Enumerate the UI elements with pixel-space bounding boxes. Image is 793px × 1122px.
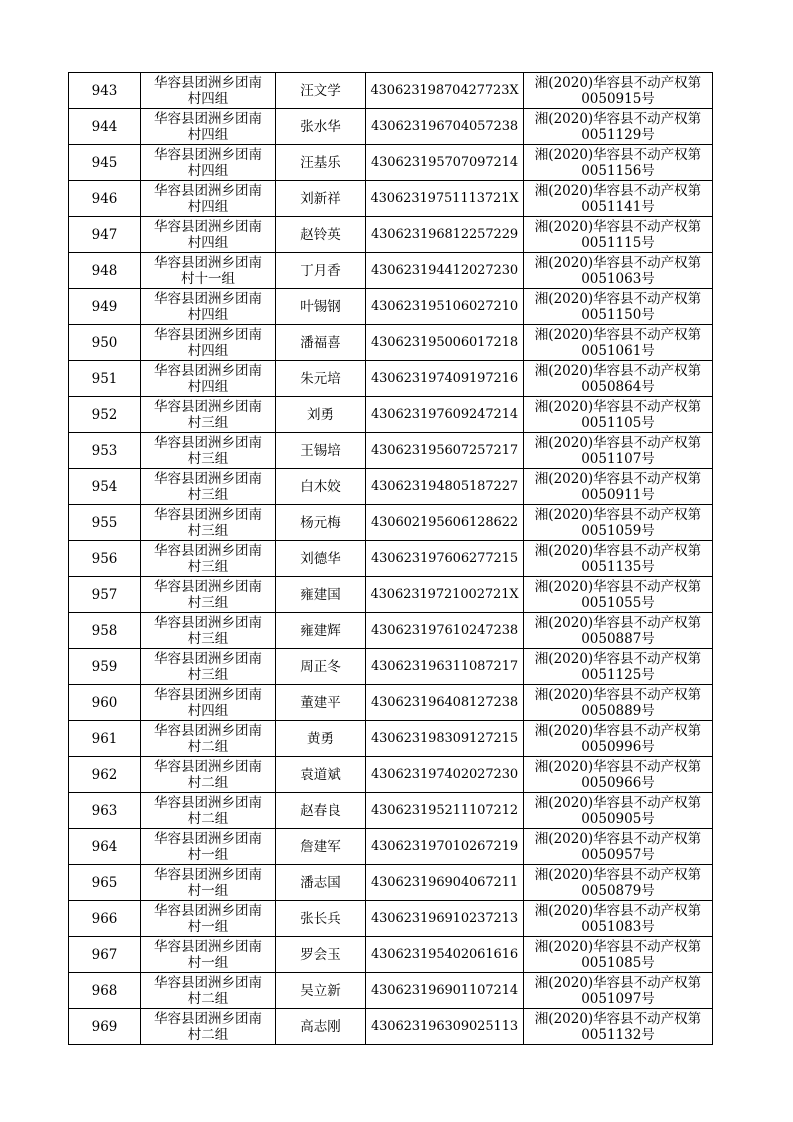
- address-line-2: 村一组: [187, 882, 229, 899]
- certificate-line-2: 0051150号: [581, 306, 655, 323]
- address-line-2: 村十一组: [181, 270, 235, 287]
- certificate-cell: [524, 109, 713, 145]
- row-number: 953: [69, 433, 141, 469]
- address-cell: [141, 145, 276, 181]
- certificate-cell: [524, 901, 713, 937]
- certificate-line-1: 湘(2020)华容县不动产权第: [534, 398, 702, 415]
- id-number: 430623197409197216: [366, 361, 524, 397]
- certificate-line-2: 0051132号: [581, 1026, 655, 1043]
- certificate-line-1: 湘(2020)华容县不动产权第: [534, 974, 702, 991]
- row-number: 961: [69, 721, 141, 757]
- row-number: 943: [69, 73, 141, 109]
- address-line-1: 华容县团洲乡团南: [154, 506, 262, 523]
- certificate-cell: [524, 793, 713, 829]
- id-number: 430623196408127238: [366, 685, 524, 721]
- address-cell: [141, 829, 276, 865]
- id-number: 430623196812257229: [366, 217, 524, 253]
- address-line-2: 村四组: [187, 306, 229, 323]
- row-number: 946: [69, 181, 141, 217]
- id-number: 430623195607257217: [366, 433, 524, 469]
- address-line-2: 村三组: [187, 486, 229, 503]
- address-cell: [141, 793, 276, 829]
- address-cell: [141, 397, 276, 433]
- certificate-cell: [524, 577, 713, 613]
- certificate-cell: [524, 289, 713, 325]
- owner-name: 白木姣: [276, 469, 366, 505]
- table-row: [69, 901, 713, 937]
- owner-name: 刘勇: [276, 397, 366, 433]
- address-line-2: 村三组: [187, 630, 229, 647]
- address-line-1: 华容县团洲乡团南: [154, 218, 262, 235]
- certificate-line-2: 0051156号: [581, 162, 655, 179]
- table-row: [69, 613, 713, 649]
- table-body: [69, 73, 713, 1045]
- address-line-2: 村四组: [187, 234, 229, 251]
- address-cell: [141, 289, 276, 325]
- certificate-line-2: 0050966号: [581, 774, 655, 791]
- owner-name: 黄勇: [276, 721, 366, 757]
- table-row: [69, 829, 713, 865]
- table-row: [69, 541, 713, 577]
- address-line-1: 华容县团洲乡团南: [154, 758, 262, 775]
- row-number: 965: [69, 865, 141, 901]
- table-row: [69, 505, 713, 541]
- id-number: 430623197610247238: [366, 613, 524, 649]
- address-line-2: 村二组: [187, 990, 229, 1007]
- address-line-2: 村二组: [187, 774, 229, 791]
- table-row: [69, 721, 713, 757]
- certificate-line-1: 湘(2020)华容县不动产权第: [534, 182, 702, 199]
- owner-name: 丁月香: [276, 253, 366, 289]
- owner-name: 王锡培: [276, 433, 366, 469]
- owner-name: 刘新祥: [276, 181, 366, 217]
- certificate-line-1: 湘(2020)华容县不动产权第: [534, 290, 702, 307]
- owner-name: 袁道斌: [276, 757, 366, 793]
- certificate-line-2: 0051063号: [581, 270, 655, 287]
- row-number: 960: [69, 685, 141, 721]
- owner-name: 罗会玉: [276, 937, 366, 973]
- id-number: 430623197010267219: [366, 829, 524, 865]
- address-line-1: 华容县团洲乡团南: [154, 1010, 262, 1027]
- owner-name: 周正冬: [276, 649, 366, 685]
- certificate-line-2: 0050915号: [581, 90, 655, 107]
- certificate-cell: [524, 829, 713, 865]
- table-row: [69, 937, 713, 973]
- certificate-line-2: 0051105号: [581, 414, 655, 431]
- id-number: 430623196901107214: [366, 973, 524, 1009]
- address-line-1: 华容县团洲乡团南: [154, 326, 262, 343]
- certificate-line-1: 湘(2020)华容县不动产权第: [534, 902, 702, 919]
- certificate-cell: [524, 73, 713, 109]
- certificate-line-1: 湘(2020)华容县不动产权第: [534, 614, 702, 631]
- row-number: 964: [69, 829, 141, 865]
- certificate-cell: [524, 937, 713, 973]
- owner-name: 吴立新: [276, 973, 366, 1009]
- certificate-line-2: 0050905号: [581, 810, 655, 827]
- id-number: 430623195707097214: [366, 145, 524, 181]
- row-number: 951: [69, 361, 141, 397]
- id-number: 43062319751113721X: [366, 181, 524, 217]
- address-cell: [141, 109, 276, 145]
- address-line-2: 村一组: [187, 918, 229, 935]
- table-row: [69, 217, 713, 253]
- row-number: 962: [69, 757, 141, 793]
- address-line-1: 华容县团洲乡团南: [154, 974, 262, 991]
- address-line-2: 村四组: [187, 702, 229, 719]
- certificate-line-1: 湘(2020)华容县不动产权第: [534, 758, 702, 775]
- address-line-1: 华容县团洲乡团南: [154, 110, 262, 127]
- owner-name: 赵春良: [276, 793, 366, 829]
- address-line-1: 华容县团洲乡团南: [154, 182, 262, 199]
- table-row: [69, 433, 713, 469]
- address-line-1: 华容县团洲乡团南: [154, 74, 262, 91]
- id-number: 430623194805187227: [366, 469, 524, 505]
- row-number: 969: [69, 1009, 141, 1045]
- certificate-line-2: 0050864号: [581, 378, 655, 395]
- id-number: 430623196704057238: [366, 109, 524, 145]
- table-row: [69, 289, 713, 325]
- address-line-1: 华容县团洲乡团南: [154, 938, 262, 955]
- address-cell: [141, 361, 276, 397]
- certificate-line-2: 0051141号: [581, 198, 655, 215]
- certificate-cell: [524, 541, 713, 577]
- address-line-2: 村二组: [187, 810, 229, 827]
- address-line-1: 华容县团洲乡团南: [154, 434, 262, 451]
- id-number: 430623197606277215: [366, 541, 524, 577]
- certificate-cell: [524, 865, 713, 901]
- row-number: 963: [69, 793, 141, 829]
- owner-name: 董建平: [276, 685, 366, 721]
- certificate-cell: [524, 505, 713, 541]
- row-number: 948: [69, 253, 141, 289]
- address-cell: [141, 649, 276, 685]
- table-row: [69, 793, 713, 829]
- certificate-cell: [524, 613, 713, 649]
- address-cell: [141, 721, 276, 757]
- id-number: 430623197402027230: [366, 757, 524, 793]
- address-cell: [141, 1009, 276, 1045]
- row-number: 967: [69, 937, 141, 973]
- address-line-1: 华容县团洲乡团南: [154, 614, 262, 631]
- table-row: [69, 325, 713, 361]
- id-number: 430623195211107212: [366, 793, 524, 829]
- owner-name: 张长兵: [276, 901, 366, 937]
- certificate-line-2: 0051125号: [581, 666, 655, 683]
- id-number: 430623194412027230: [366, 253, 524, 289]
- row-number: 944: [69, 109, 141, 145]
- address-line-2: 村三组: [187, 666, 229, 683]
- address-cell: [141, 865, 276, 901]
- table-row: [69, 649, 713, 685]
- address-cell: [141, 901, 276, 937]
- certificate-line-1: 湘(2020)华容县不动产权第: [534, 866, 702, 883]
- certificate-cell: [524, 253, 713, 289]
- id-number: 43062319870427723X: [366, 73, 524, 109]
- address-line-1: 华容县团洲乡团南: [154, 794, 262, 811]
- owner-name: 雍建辉: [276, 613, 366, 649]
- id-number: 430623196904067211: [366, 865, 524, 901]
- row-number: 955: [69, 505, 141, 541]
- owner-name: 杨元梅: [276, 505, 366, 541]
- row-number: 968: [69, 973, 141, 1009]
- address-line-2: 村四组: [187, 378, 229, 395]
- certificate-line-2: 0051135号: [581, 558, 655, 575]
- address-cell: [141, 541, 276, 577]
- address-line-2: 村一组: [187, 954, 229, 971]
- row-number: 945: [69, 145, 141, 181]
- row-number: 959: [69, 649, 141, 685]
- address-line-2: 村一组: [187, 846, 229, 863]
- certificate-line-1: 湘(2020)华容县不动产权第: [534, 794, 702, 811]
- owner-name: 张水华: [276, 109, 366, 145]
- table-row: [69, 865, 713, 901]
- address-line-2: 村四组: [187, 162, 229, 179]
- owner-name: 汪文学: [276, 73, 366, 109]
- certificate-line-1: 湘(2020)华容县不动产权第: [534, 362, 702, 379]
- certificate-line-1: 湘(2020)华容县不动产权第: [534, 146, 702, 163]
- address-cell: [141, 469, 276, 505]
- certificate-line-2: 0051107号: [581, 450, 655, 467]
- address-cell: [141, 73, 276, 109]
- address-line-1: 华容县团洲乡团南: [154, 542, 262, 559]
- table-row: [69, 109, 713, 145]
- certificate-cell: [524, 433, 713, 469]
- owner-name: 刘德华: [276, 541, 366, 577]
- address-cell: [141, 505, 276, 541]
- certificate-cell: [524, 145, 713, 181]
- certificate-line-1: 湘(2020)华容县不动产权第: [534, 470, 702, 487]
- owner-name: 赵铃英: [276, 217, 366, 253]
- certificate-line-1: 湘(2020)华容县不动产权第: [534, 650, 702, 667]
- certificate-cell: [524, 757, 713, 793]
- certificate-line-2: 0050957号: [581, 846, 655, 863]
- table-row: [69, 577, 713, 613]
- certificate-line-2: 0051083号: [581, 918, 655, 935]
- address-line-1: 华容县团洲乡团南: [154, 866, 262, 883]
- owner-name: 潘志国: [276, 865, 366, 901]
- table-row: [69, 973, 713, 1009]
- address-line-2: 村三组: [187, 522, 229, 539]
- table-row: [69, 253, 713, 289]
- certificate-cell: [524, 973, 713, 1009]
- id-number: 430623195006017218: [366, 325, 524, 361]
- certificate-cell: [524, 1009, 713, 1045]
- certificate-cell: [524, 181, 713, 217]
- address-cell: [141, 613, 276, 649]
- address-line-1: 华容县团洲乡团南: [154, 146, 262, 163]
- table-row: [69, 397, 713, 433]
- row-number: 954: [69, 469, 141, 505]
- certificate-line-2: 0050887号: [581, 630, 655, 647]
- certificate-line-1: 湘(2020)华容县不动产权第: [534, 578, 702, 595]
- address-line-1: 华容县团洲乡团南: [154, 290, 262, 307]
- row-number: 957: [69, 577, 141, 613]
- owner-name: 潘福喜: [276, 325, 366, 361]
- table-row: [69, 1009, 713, 1045]
- id-number: 430623197609247214: [366, 397, 524, 433]
- address-line-2: 村四组: [187, 126, 229, 143]
- certificate-line-2: 0051059号: [581, 522, 655, 539]
- address-cell: [141, 685, 276, 721]
- certificate-line-2: 0051097号: [581, 990, 655, 1007]
- id-number: 43062319721002721X: [366, 577, 524, 613]
- certificate-cell: [524, 217, 713, 253]
- certificate-line-1: 湘(2020)华容县不动产权第: [534, 506, 702, 523]
- certificate-line-2: 0051129号: [581, 126, 655, 143]
- row-number: 956: [69, 541, 141, 577]
- address-cell: [141, 577, 276, 613]
- certificate-line-2: 0051061号: [581, 342, 655, 359]
- id-number: 430623195106027210: [366, 289, 524, 325]
- certificate-line-2: 0050889号: [581, 702, 655, 719]
- id-number: 430602195606128622: [366, 505, 524, 541]
- certificate-cell: [524, 325, 713, 361]
- certificate-line-1: 湘(2020)华容县不动产权第: [534, 74, 702, 91]
- certificate-line-1: 湘(2020)华容县不动产权第: [534, 218, 702, 235]
- row-number: 950: [69, 325, 141, 361]
- certificate-line-1: 湘(2020)华容县不动产权第: [534, 1010, 702, 1027]
- certificate-line-1: 湘(2020)华容县不动产权第: [534, 722, 702, 739]
- address-cell: [141, 973, 276, 1009]
- row-number: 966: [69, 901, 141, 937]
- owner-name: 詹建军: [276, 829, 366, 865]
- address-line-1: 华容县团洲乡团南: [154, 578, 262, 595]
- certificate-line-1: 湘(2020)华容县不动产权第: [534, 326, 702, 343]
- table-row: [69, 685, 713, 721]
- id-number: 430623198309127215: [366, 721, 524, 757]
- address-line-2: 村二组: [187, 1026, 229, 1043]
- address-cell: [141, 253, 276, 289]
- certificate-cell: [524, 685, 713, 721]
- certificate-cell: [524, 721, 713, 757]
- address-line-1: 华容县团洲乡团南: [154, 254, 262, 271]
- address-cell: [141, 757, 276, 793]
- table-row: [69, 361, 713, 397]
- row-number: 947: [69, 217, 141, 253]
- certificate-line-1: 湘(2020)华容县不动产权第: [534, 254, 702, 271]
- owner-name: 汪基乐: [276, 145, 366, 181]
- address-line-2: 村三组: [187, 558, 229, 575]
- certificate-line-1: 湘(2020)华容县不动产权第: [534, 830, 702, 847]
- row-number: 958: [69, 613, 141, 649]
- owner-name: 雍建国: [276, 577, 366, 613]
- certificate-line-2: 0051085号: [581, 954, 655, 971]
- certificate-cell: [524, 469, 713, 505]
- address-cell: [141, 325, 276, 361]
- certificate-line-2: 0050911号: [581, 486, 655, 503]
- certificate-line-1: 湘(2020)华容县不动产权第: [534, 542, 702, 559]
- address-line-1: 华容县团洲乡团南: [154, 398, 262, 415]
- certificate-line-1: 湘(2020)华容县不动产权第: [534, 938, 702, 955]
- row-number: 949: [69, 289, 141, 325]
- table-row: [69, 181, 713, 217]
- address-cell: [141, 181, 276, 217]
- certificate-line-2: 0050879号: [581, 882, 655, 899]
- table-row: [69, 73, 713, 109]
- address-line-2: 村三组: [187, 450, 229, 467]
- table-row: [69, 757, 713, 793]
- address-line-1: 华容县团洲乡团南: [154, 650, 262, 667]
- id-number: 430623195402061616: [366, 937, 524, 973]
- certificate-cell: [524, 397, 713, 433]
- table-row: [69, 469, 713, 505]
- address-line-1: 华容县团洲乡团南: [154, 902, 262, 919]
- address-line-2: 村二组: [187, 738, 229, 755]
- certificate-line-1: 湘(2020)华容县不动产权第: [534, 434, 702, 451]
- address-line-1: 华容县团洲乡团南: [154, 830, 262, 847]
- certificate-line-1: 湘(2020)华容县不动产权第: [534, 686, 702, 703]
- certificate-cell: [524, 649, 713, 685]
- property-rights-table: [68, 72, 713, 1045]
- address-line-1: 华容县团洲乡团南: [154, 362, 262, 379]
- address-cell: [141, 217, 276, 253]
- certificate-line-2: 0050996号: [581, 738, 655, 755]
- address-line-1: 华容县团洲乡团南: [154, 470, 262, 487]
- table-row: [69, 145, 713, 181]
- address-line-2: 村三组: [187, 414, 229, 431]
- owner-name: 叶锡钢: [276, 289, 366, 325]
- address-cell: [141, 433, 276, 469]
- address-line-2: 村三组: [187, 594, 229, 611]
- id-number: 430623196910237213: [366, 901, 524, 937]
- address-line-2: 村四组: [187, 90, 229, 107]
- id-number: 430623196311087217: [366, 649, 524, 685]
- certificate-line-2: 0051115号: [581, 234, 655, 251]
- address-cell: [141, 937, 276, 973]
- owner-name: 朱元培: [276, 361, 366, 397]
- certificate-line-1: 湘(2020)华容县不动产权第: [534, 110, 702, 127]
- id-number: 430623196309025113: [366, 1009, 524, 1045]
- address-line-1: 华容县团洲乡团南: [154, 722, 262, 739]
- address-line-1: 华容县团洲乡团南: [154, 686, 262, 703]
- certificate-line-2: 0051055号: [581, 594, 655, 611]
- address-line-2: 村四组: [187, 342, 229, 359]
- address-line-2: 村四组: [187, 198, 229, 215]
- owner-name: 高志刚: [276, 1009, 366, 1045]
- certificate-cell: [524, 361, 713, 397]
- row-number: 952: [69, 397, 141, 433]
